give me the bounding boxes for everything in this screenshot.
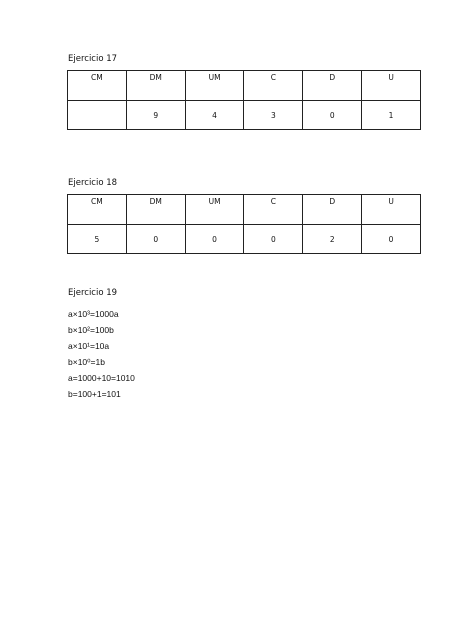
- equation-line: b=100+1=101: [68, 389, 121, 399]
- exercise-18-title: Ejercicio 18: [68, 178, 118, 188]
- header-dm: DM: [126, 195, 185, 225]
- equation-line: a=1000+10=1010: [68, 373, 135, 383]
- header-u: U: [362, 195, 421, 225]
- exercise-18-table: [67, 194, 421, 254]
- value-cm: 5: [68, 225, 127, 254]
- value-u: 1: [362, 101, 421, 130]
- equation-line: a×10³=1000a: [68, 309, 119, 319]
- header-dm: DM: [126, 71, 185, 101]
- header-cm: CM: [68, 195, 127, 225]
- header-d: D: [303, 195, 362, 225]
- exercise-19-title: Ejercicio 19: [68, 288, 118, 298]
- equation-line: b×10⁰=1b: [68, 357, 105, 367]
- value-um: 0: [185, 225, 244, 254]
- header-c: C: [244, 71, 303, 101]
- value-d: 0: [303, 101, 362, 130]
- value-row: [68, 225, 421, 254]
- header-d: D: [303, 71, 362, 101]
- exercise-17-title: Ejercicio 17: [68, 54, 118, 64]
- equation-line: b×10²=100b: [68, 325, 114, 335]
- value-dm: 0: [126, 225, 185, 254]
- header-row: [68, 195, 421, 225]
- value-d: 2: [303, 225, 362, 254]
- header-cm: CM: [68, 71, 127, 101]
- header-row: [68, 71, 421, 101]
- header-um: UM: [185, 195, 244, 225]
- value-c: 3: [244, 101, 303, 130]
- value-c: 0: [244, 225, 303, 254]
- value-um: 4: [185, 101, 244, 130]
- value-u: 0: [362, 225, 421, 254]
- exercise-19-equations: [68, 306, 135, 402]
- header-u: U: [362, 71, 421, 101]
- value-cm: [68, 101, 127, 130]
- header-um: UM: [185, 71, 244, 101]
- value-row: [68, 101, 421, 130]
- equation-line: a×10¹=10a: [68, 341, 110, 351]
- header-c: C: [244, 195, 303, 225]
- exercise-17-table: [67, 70, 421, 130]
- value-dm: 9: [126, 101, 185, 130]
